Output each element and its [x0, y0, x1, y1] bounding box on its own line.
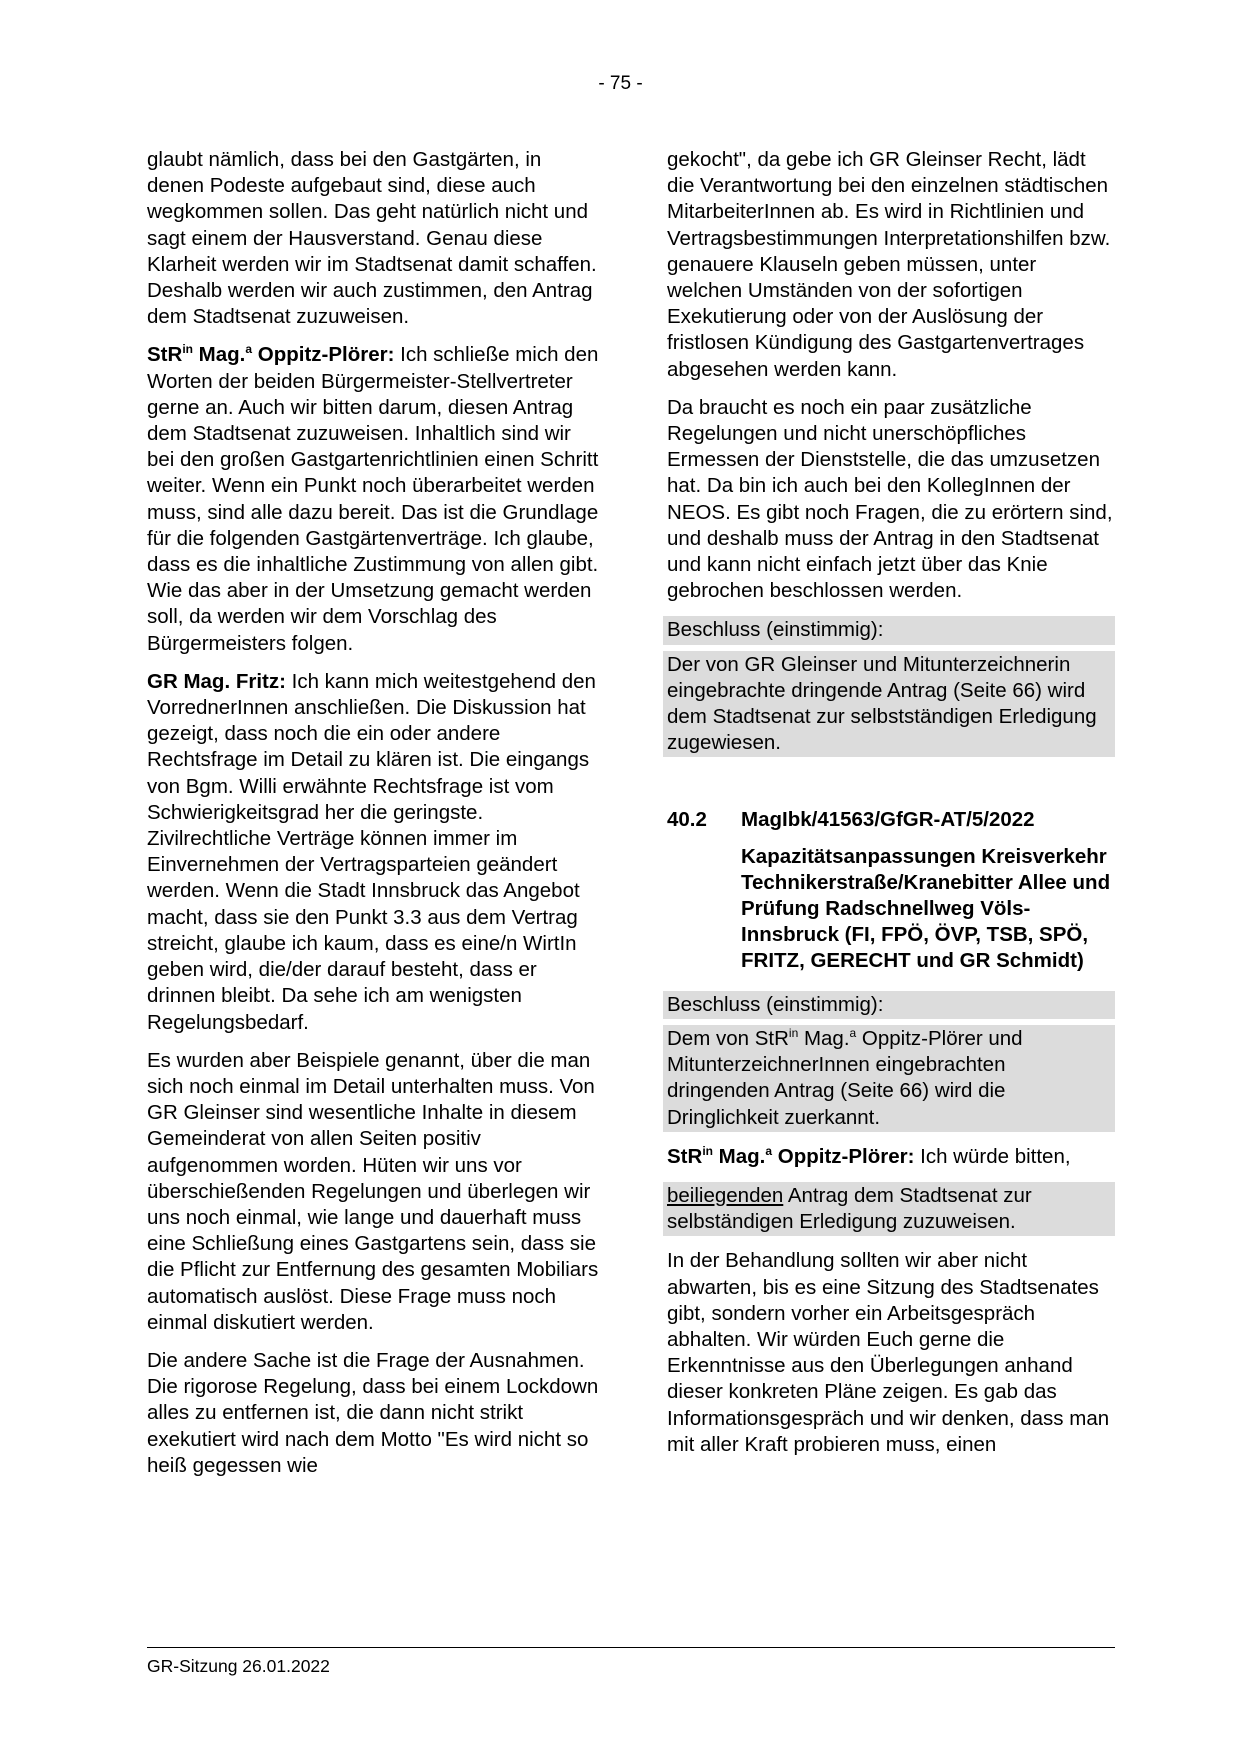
- speaker-name: StR$^{in}$ Mag.$^a$ Oppitz-Plörer:: [667, 1143, 915, 1168]
- resolution-label: Beschluss (einstimmig):: [663, 616, 1115, 644]
- agenda-title: Kapazitätsanpassungen Kreisverkehr Technikerstraße/Kranebitter Allee und Prüfung Radschnellweg Völs-Innsbruck (FI, FPÖ, ÖVP, TSB, SPÖ, FRITZ, GERECHT und GR Schmidt): [741, 844, 1111, 973]
- paragraph: In der Behandlung sollten wir aber nicht abwarten, bis es eine Sitzung des Stadtsenates gibt, sondern vorher ein Arbeitsgespräch abhalten. Wir würden Euch gerne die Erkenntnisse aus den Überlegungen anhand dieser konkreten Pläne zeigen. Es gab das Informationsgespräch und wir denken, dass man mit aller Kraft probieren muss, einen: [667, 1249, 1110, 1456]
- resolution-text: Dem von StR$^{in}$ Mag.$^a$ Oppitz-Plörer und MitunterzeichnerInnen eingebrachten dringenden Antrag (Seite 66) wird die Dringlichkeit zuerkannt.: [663, 1025, 1115, 1132]
- speech-text: Ich kann mich weitestgehend den VorrednerInnen anschließen. Die Diskussion hat gezeigt, dass noch die ein oder andere Rechtsfrage im Detail zu klären ist. Die eingangs von Bgm. Willi erwähnte Rechtsfrage ist vom Schwierigkeitsgrad her die geringste. Zivilrechtliche Verträge können immer im Einvernehmen der Vertragsparteien geändert werden. Wenn die Stadt Innsbruck das Angebot macht, dass sie den Punkt 3.3 aus dem Vertrag streicht, glaube ich kaum, dass es eine/n WirtIn geben wird, die/der darauf besteht, dass er drinnen bleibt. Da sehe ich am wenigsten Regelungsbedarf.: [147, 669, 596, 1034]
- paragraph: Die andere Sache ist die Frage der Ausnahmen. Die rigorose Regelung, dass bei einem Lockdown alles zu entfernen ist, die dann nicht strikt exekutiert wird nach dem Motto "Es wird nicht so heiß gegessen wie: [147, 1348, 599, 1477]
- resolution-block: [667, 616, 1115, 757]
- resolution-block: [667, 991, 1115, 1132]
- left-column: [147, 147, 599, 1491]
- speaker-name: StR$^{in}$ Mag.$^a$ Oppitz-Plörer:: [147, 342, 395, 367]
- agenda-number: 40.2: [667, 808, 707, 832]
- motion-text: beiliegenden Antrag dem Stadtsenat zur selbständigen Erledigung zuzuweisen.: [663, 1182, 1115, 1236]
- agenda-item: [667, 807, 1115, 974]
- footer-text: GR-Sitzung 26.01.2022: [147, 1656, 330, 1676]
- resolution-label: Beschluss (einstimmig):: [663, 991, 1115, 1019]
- speech-text: Ich schließe mich den Worten der beiden Bürgermeister-Stellvertreter gerne an. Auch wir bitten darum, diesen Antrag dem Stadtsenat zuzuweisen. Inhaltlich sind wir bei den großen Gastgartenrichtlinien einen Schritt weiter. Wenn ein Punkt noch überarbeitet werden muss, sind alle dazu bereit. Das ist die Grundlage für die folgenden Gastgärtenverträge. Ich glaube, dass es die inhaltliche Zustimmung von allen gibt. Wie das aber in der Umsetzung gemacht werden soll, da werden wir dem Vorschlag des Bürgermeisters folgen.: [147, 343, 599, 655]
- resolution-text: Der von GR Gleinser und Mitunterzeichnerin eingebrachte dringende Antrag (Seite 66) wird dem Stadtsenat zur selbstständigen Erledigung zugewiesen.: [663, 651, 1115, 758]
- paragraph: Da braucht es noch ein paar zusätzliche Regelungen und nicht unerschöpfliches Ermessen der Dienststelle, die das umzusetzen hat. Da bin ich auch bei den KollegInnen der NEOS. Es gibt noch Fragen, die zu erörtern sind, und deshalb muss der Antrag in den Stadtsenat und kann nicht einfach jetzt über das Knie gebrochen beschlossen werden.: [667, 395, 1113, 603]
- speech-text: Ich würde bitten,: [914, 1144, 1071, 1168]
- speech-paragraph: [147, 669, 599, 1036]
- motion-block: [667, 1182, 1115, 1236]
- speech-paragraph: [667, 1144, 1115, 1170]
- speech-paragraph: [147, 342, 599, 656]
- page-number: - 75 -: [598, 73, 643, 94]
- paragraph: gekocht", da gebe ich GR Gleinser Recht, lädt die Verantwortung bei den einzelnen städtischen MitarbeiterInnen ab. Es wird in Richtlinien und Vertragsbestimmungen Interpretationshilfen bzw. genauere Klauseln geben müssen, unter welchen Umständen von der sofortigen Exekutierung oder von der Auslösung der fristlosen Kündigung des Gastgartenvertrages abgesehen werden kann.: [667, 148, 1111, 381]
- paragraph: Es wurden aber Beispiele genannt, über die man sich noch einmal im Detail unterhalten muss. Von GR Gleinser sind wesentliche Inhalte in diesem Gemeinderat von allen Seiten positiv aufgenommen worden. Hüten wir uns vor überschießenden Regelungen und überlegen wir uns noch einmal, wie lange und dauerhaft muss eine Schließung eines Gastgartens sein, dass sie die Pflicht zur Entfernung des gesamten Mobiliars automatisch auslöst. Diese Frage muss noch einmal diskutiert werden.: [147, 1048, 599, 1334]
- motion-underlined: beiliegenden: [667, 1183, 784, 1207]
- right-column: [667, 147, 1115, 1470]
- paragraph: glaubt nämlich, dass bei den Gastgärten, in denen Podeste aufgebaut sind, diese auch wegkommen sollen. Das geht natürlich nicht und sagt einem der Hausverstand. Genau diese Klarheit werden wir im Stadtsenat damit schaffen. Deshalb werden wir auch zustimmen, den Antrag dem Stadtsenat zuzuweisen.: [147, 148, 597, 329]
- agenda-reference: MagIbk/41563/GfGR-AT/5/2022: [741, 808, 1035, 832]
- footer-divider: [147, 1647, 1115, 1648]
- speaker-name: GR Mag. Fritz:: [147, 669, 286, 693]
